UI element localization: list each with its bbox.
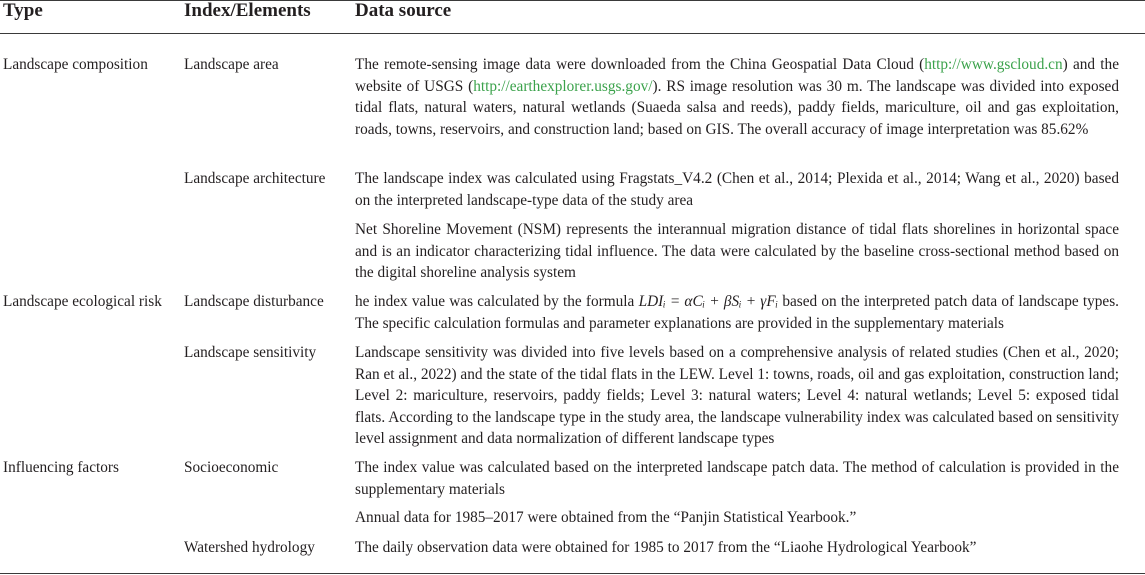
header-rule	[0, 33, 1145, 34]
source-socioeconomic: The index value was calculated based on the interpreted landscape patch data. The method of calculation is provided in the supplementary materials	[355, 459, 1119, 498]
source-landscape-area: The remote-sensing image data were downloaded from the China Geospatial Data Cloud (http://www.gscloud.cn) and the website of USGS (http://earthexplorer.usgs.gov/). RS image resolution was 30 m. The landscape was divided into exposed tidal flats, natural waters, natural wetlands (Suaeda salsa and reeds), paddy fields, mariculture, oil and gas exploitation, roads, towns, reservoirs, and construction land; based on GIS. The overall accuracy of image interpretation was 85.62%	[355, 56, 1119, 138]
index-landscape-disturbance: Landscape disturbance	[184, 293, 324, 310]
usgs-link[interactable]: http://earthexplorer.usgs.gov/	[473, 77, 653, 95]
type-landscape-composition: Landscape composition	[3, 56, 148, 73]
index-socioeconomic: Socioeconomic	[184, 459, 279, 476]
source-panjin-yearbook: Annual data for 1985–2017 were obtained from the “Panjin Statistical Yearbook.”	[355, 509, 857, 526]
source-net-shoreline-movement: Net Shoreline Movement (NSM) represents the interannual migration distance of tidal flats shorelines in horizontal space and is an indicator characterizing tidal influence. The data were calculated by the baseline cross-sectional method based on the digital shoreline analysis system	[355, 221, 1119, 281]
index-landscape-architecture: Landscape architecture	[184, 170, 326, 187]
header-data-source: Data source	[355, 0, 452, 21]
type-landscape-ecological-risk: Landscape ecological risk	[3, 293, 162, 310]
source-landscape-architecture: The landscape index was calculated using Fragstats_V4.2 (Chen et al., 2014; Plexida et al., 2014; Wang et al., 2020) based on the interpreted landscape-type data of the study area	[355, 170, 1119, 209]
ldi-formula: LDIᵢ = αCᵢ + βSᵢ + γFᵢ	[638, 293, 779, 310]
source-landscape-sensitivity: Landscape sensitivity was divided into five levels based on a comprehensive analysis of related studies (Chen et al., 2020; Ran et al., 2022) and the state of the tidal flats in the LEW. Level 1: towns, roads, oil and gas exploitation, construction land; Level 2: mariculture, reservoirs, paddy fields; Level 3: natural waters; Level 4: natural wetlands; Level 5: exposed tidal flats. According to the landscape type in the study area, the landscape vulnerability index was calculated based on sensitivity level assignment and data normalization of different landscape types	[355, 344, 1119, 447]
header-index-elements: Index/Elements	[184, 0, 311, 21]
source-watershed-hydrology: The daily observation data were obtained for 1985 to 2017 from the “Liaohe Hydrological Yearbook”	[355, 539, 977, 556]
index-landscape-sensitivity: Landscape sensitivity	[184, 344, 317, 361]
type-influencing-factors: Influencing factors	[3, 459, 119, 476]
header-type: Type	[3, 0, 43, 21]
index-watershed-hydrology: Watershed hydrology	[184, 539, 315, 556]
gscloud-link[interactable]: http://www.gscloud.cn	[924, 56, 1063, 73]
index-landscape-area: Landscape area	[184, 56, 279, 73]
table-bottom-rule	[0, 573, 1145, 574]
source-landscape-disturbance: he index value was calculated by the formula LDIᵢ = αCᵢ + βSᵢ + γFᵢ based on the interpreted patch data of landscape types. The specific calculation formulas and parameter explanations are provided in the supplementary materials	[355, 293, 1119, 332]
